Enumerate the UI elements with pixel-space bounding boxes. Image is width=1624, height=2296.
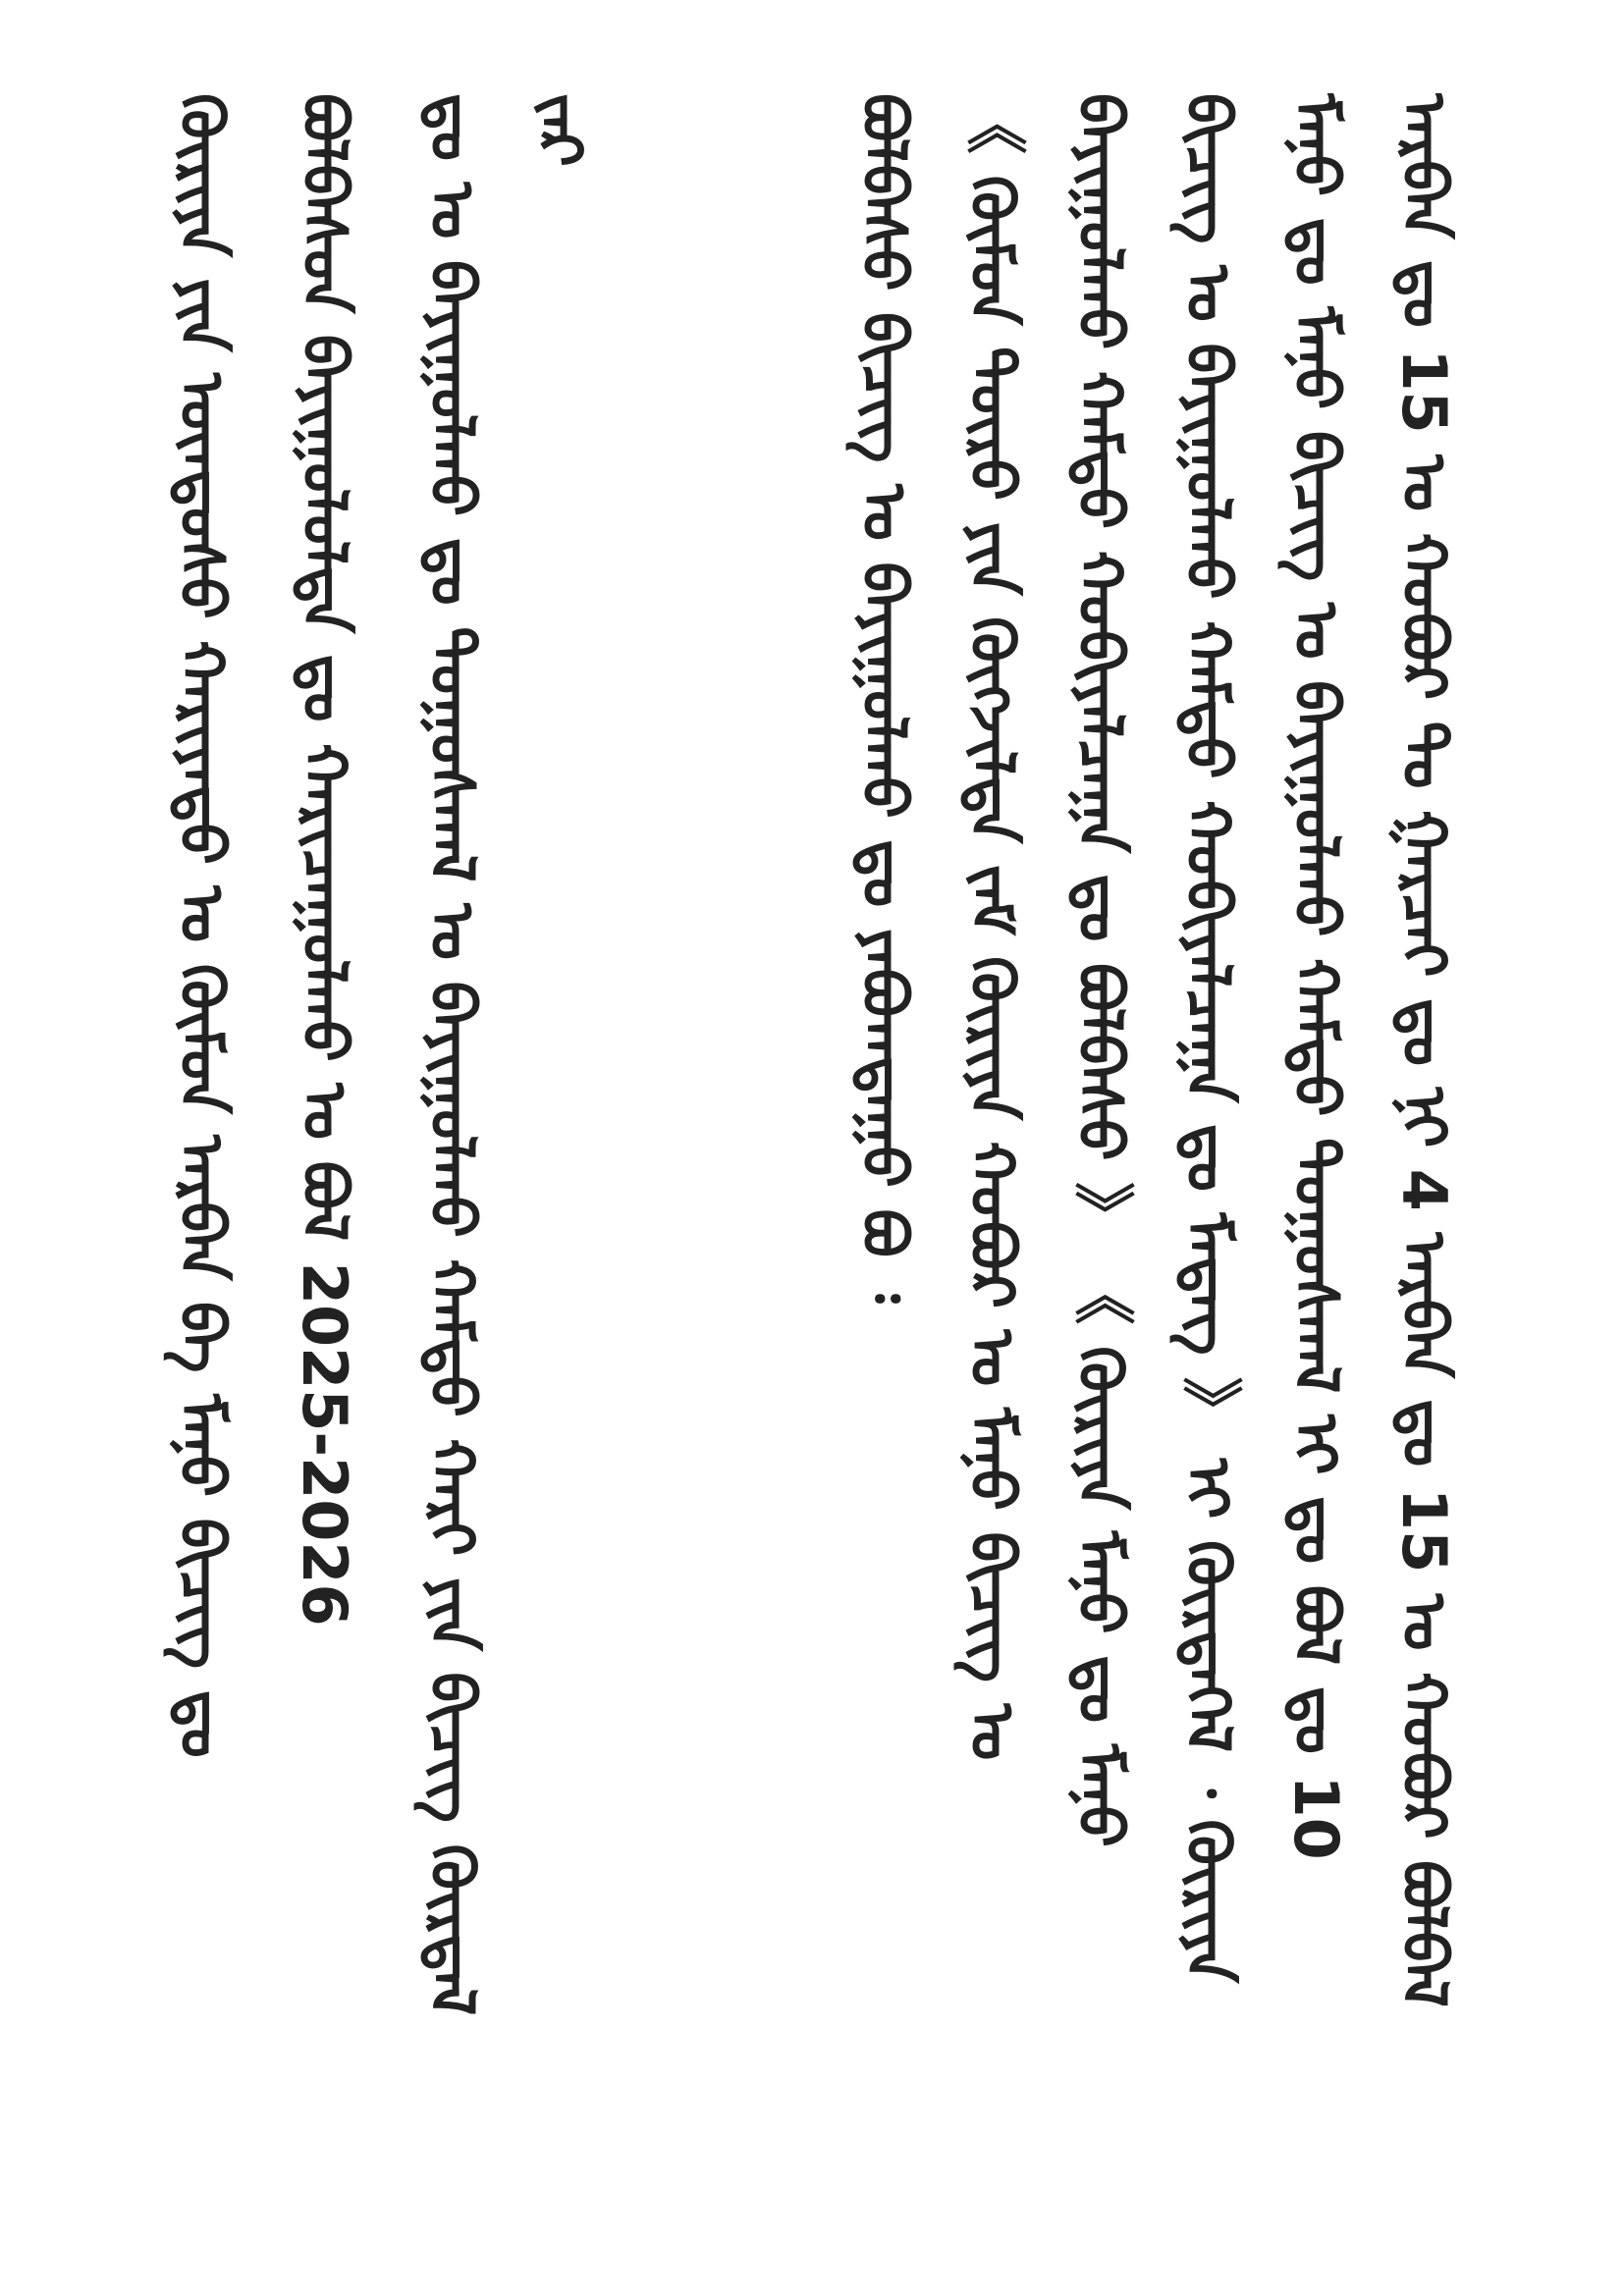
text-column-7: ᠵᠠᠷ: [524, 93, 596, 167]
text-column-9: ᠪᠣᠯᠪᠠᠰᠤᠨ ᠪᠠᠶᠢᠭᠤᠯᠤᠯᠲᠠ ᠳᠤ ᠬᠠᠷᠢᠴᠠᠭᠤᠯᠬᠤ ᠤ ᠪᠣᠯ 2025-2026: [289, 93, 360, 1627]
text-column-3: ᠪᠢᠴᠢᠭ ᠤ ᠪᠠᠶᠢᠭᠤᠯᠬᠤ ᠬᠠᠮᠲᠤ ᠬᠤᠪᠢᠶᠠᠯᠴᠠᠭᠠ ᠳᠤ ᠮᠡᠳᠡᠭ 》 ᠢ ᠬᠦᠷᠲᠡᠭᠡᠯ ᠂ ᠬᠦᠷᠢᠶᠡ: [1172, 93, 1244, 1984]
text-column-10: ᠬᠦᠷᠢᠶᠡ ᠶᠢᠨ ᠦᠨᠳᠦᠰᠦ ᠬᠠᠷᠢᠶᠠᠲᠤ ᠤ ᠬᠦᠮᠦᠨ ᠠᠷᠪᠠᠨ ᠪᠠ ᠮᠠᠨᠤ ᠪᠢᠴᠢᠭ ᠳᠤ: [166, 93, 238, 1758]
text-column-8: ᠳᠤ ᠤ ᠪᠠᠶᠢᠭᠤᠯᠬᠤ ᠳᠤ ᠲᠤᠭᠤᠰᠬᠠᠯ ᠤ ᠪᠠᠶᠢᠭᠤᠯᠬᠤ ᠬᠠᠮᠲᠤ ᠬᠠᠷᠢ ᠶᠢᠨ ᠪᠢᠴᠢᠭ ᠬᠦᠷᠲᠡᠯ: [416, 93, 488, 2016]
text-column-5: 《 ᠬᠦᠮᠦᠨ ᠲᠦᠷᠦ ᠶᠢᠨ ᠬᠦᠭᠵᠢᠯᠲᠡ ᠵᠠᠮ ᠬᠦᠷᠢᠶᠡ ᠬᠣᠪᠣᠷ ᠤ ᠮᠠᠨᠤ ᠪᠢᠴᠢᠭ ᠤ: [956, 93, 1028, 1761]
text-column-6: ᠪᠣᠯᠪᠠᠰᠤ ᠪᠢᠴᠢᠭ ᠤ ᠪᠠᠶᠢᠭᠤᠯᠬᠤ ᠳᠤ ᠶᠠᠪᠤᠭᠳᠠᠭᠤ ᠪᠣ ᠄: [848, 93, 920, 1304]
text-column-1: ᠠᠷᠪᠠᠨ ᠳᠤ 15 ᠤ ᠬᠣᠪᠣᠷ ᠲᠤ ᠭᠠᠷᠴᠠᠢ ᠳᠤ ᠨᠢ 4 ᠠᠷᠪᠠᠨ ᠳᠤ 15 ᠤ ᠬᠣᠪᠣᠷ ᠪᠣᠯᠪᠠᠯ: [1388, 93, 1460, 2008]
text-column-2: ᠮᠠᠨᠤ ᠳᠤ ᠮᠠᠨᠤ ᠪᠢᠴᠢᠭ ᠤ ᠪᠠᠶᠢᠭᠤᠯᠬᠤ ᠬᠠᠮᠲᠤ ᠲᠤᠭᠤᠰᠬᠠᠯ ᠢ ᠳᠤ ᠪᠣᠯ ᠳᠤ 10: [1280, 93, 1352, 1860]
text-column-4: ᠪᠠᠶᠢᠭᠤᠯᠬᠤ ᠬᠠᠮᠲᠤ ᠬᠤᠪᠢᠶᠠᠯᠴᠠᠭᠠ ᠳᠤ ᠪᠣᠯᠪᠠᠰᠤ 》 《 ᠬᠦᠷᠢᠶᠡ ᠮᠠᠨᠤ ᠳᠤ ᠮᠠᠨᠤ: [1064, 93, 1136, 1847]
